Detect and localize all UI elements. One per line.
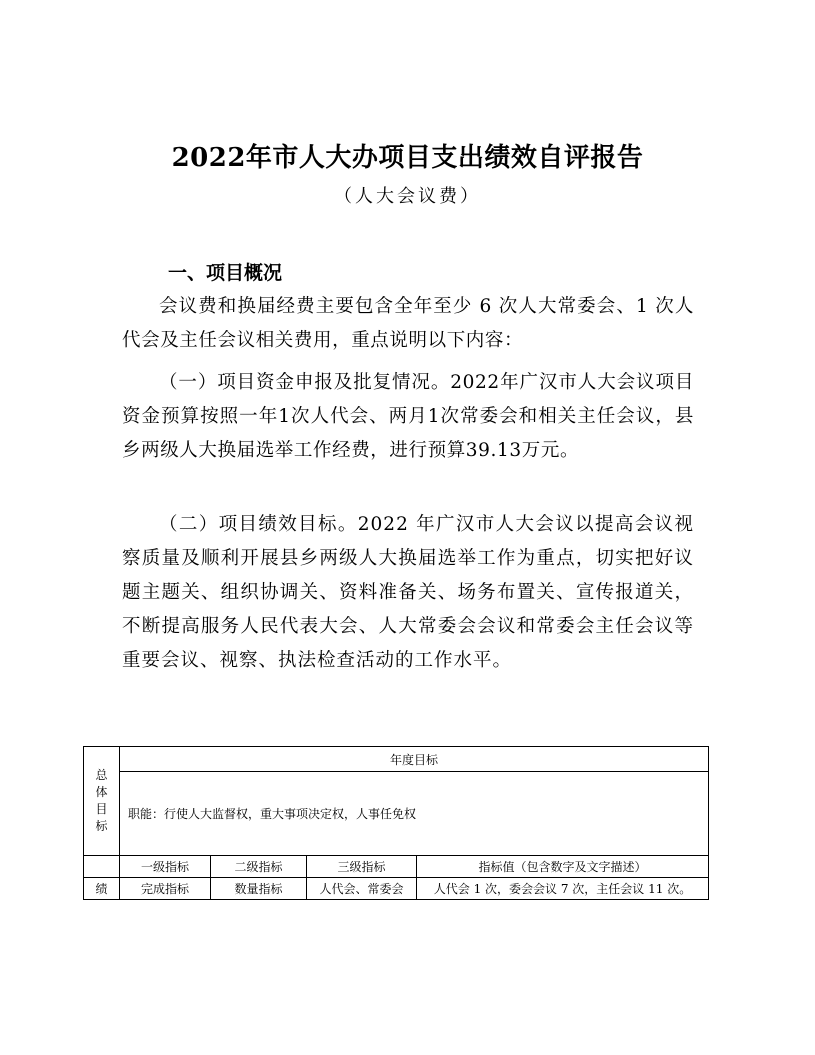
table-row	[84, 772, 709, 856]
paragraph-fund-application: （一）项目资金申报及批复情况。2022年广汉市人大会议项目资金预算按照一年1次人代会、两月1次常委会和相关主任会议，县乡两级人大换届选举工作经费，进行预算39.13万元。	[122, 372, 694, 461]
annual-goal-text: 职能：行使人大监督权，重大事项决定权，人事任免权	[120, 772, 709, 856]
col-header-level3: 三级指标	[307, 856, 417, 878]
paragraph-performance-goal: （二）项目绩效目标。2022 年广汉市人大会议以提高会议视察质量及顺利开展县乡两级人大换届选举工作为重点，切实把好议题主题关、组织协调关、资料准备关、场务布置关、宣传报道关，不断提高服务人民代表大会、人大常委会会议和常委会主任会议等重要会议、视察、执法检查活动的工作水平。	[122, 514, 694, 671]
col-header-level1: 一级指标	[120, 856, 211, 878]
document-title: 2022年市人大办项目支出绩效自评报告	[171, 143, 644, 173]
col-header-level2: 二级指标	[211, 856, 307, 878]
performance-goal-table	[83, 746, 709, 900]
table-row	[84, 878, 709, 900]
overall-goal-label-text: 总 体 目 标	[95, 768, 108, 833]
table-cell-level1: 完成指标	[120, 878, 211, 900]
table-cell-level2: 数量指标	[211, 878, 307, 900]
section-heading-project-overview: 一、项目概况	[168, 262, 283, 284]
row-label: 绩	[84, 878, 120, 900]
overall-goal-label	[84, 747, 120, 856]
table-cell-empty	[84, 856, 120, 878]
col-header-value: 指标值（包含数字及文字描述）	[417, 856, 709, 878]
table-cell-level3: 人代会、常委会	[307, 878, 417, 900]
paragraph-intro: 会议费和换届经费主要包含全年至少 6 次人大常委会、1 次人代会及主任会议相关费用，重点说明以下内容：	[122, 296, 694, 351]
table-row	[84, 747, 709, 772]
document-subtitle: （人大会议费）	[334, 186, 481, 207]
table-cell-value: 人代会 1 次，委会会议 7 次，主任会议 11 次。	[417, 878, 709, 900]
annual-goal-header: 年度目标	[120, 747, 709, 772]
table-header-row	[84, 856, 709, 878]
